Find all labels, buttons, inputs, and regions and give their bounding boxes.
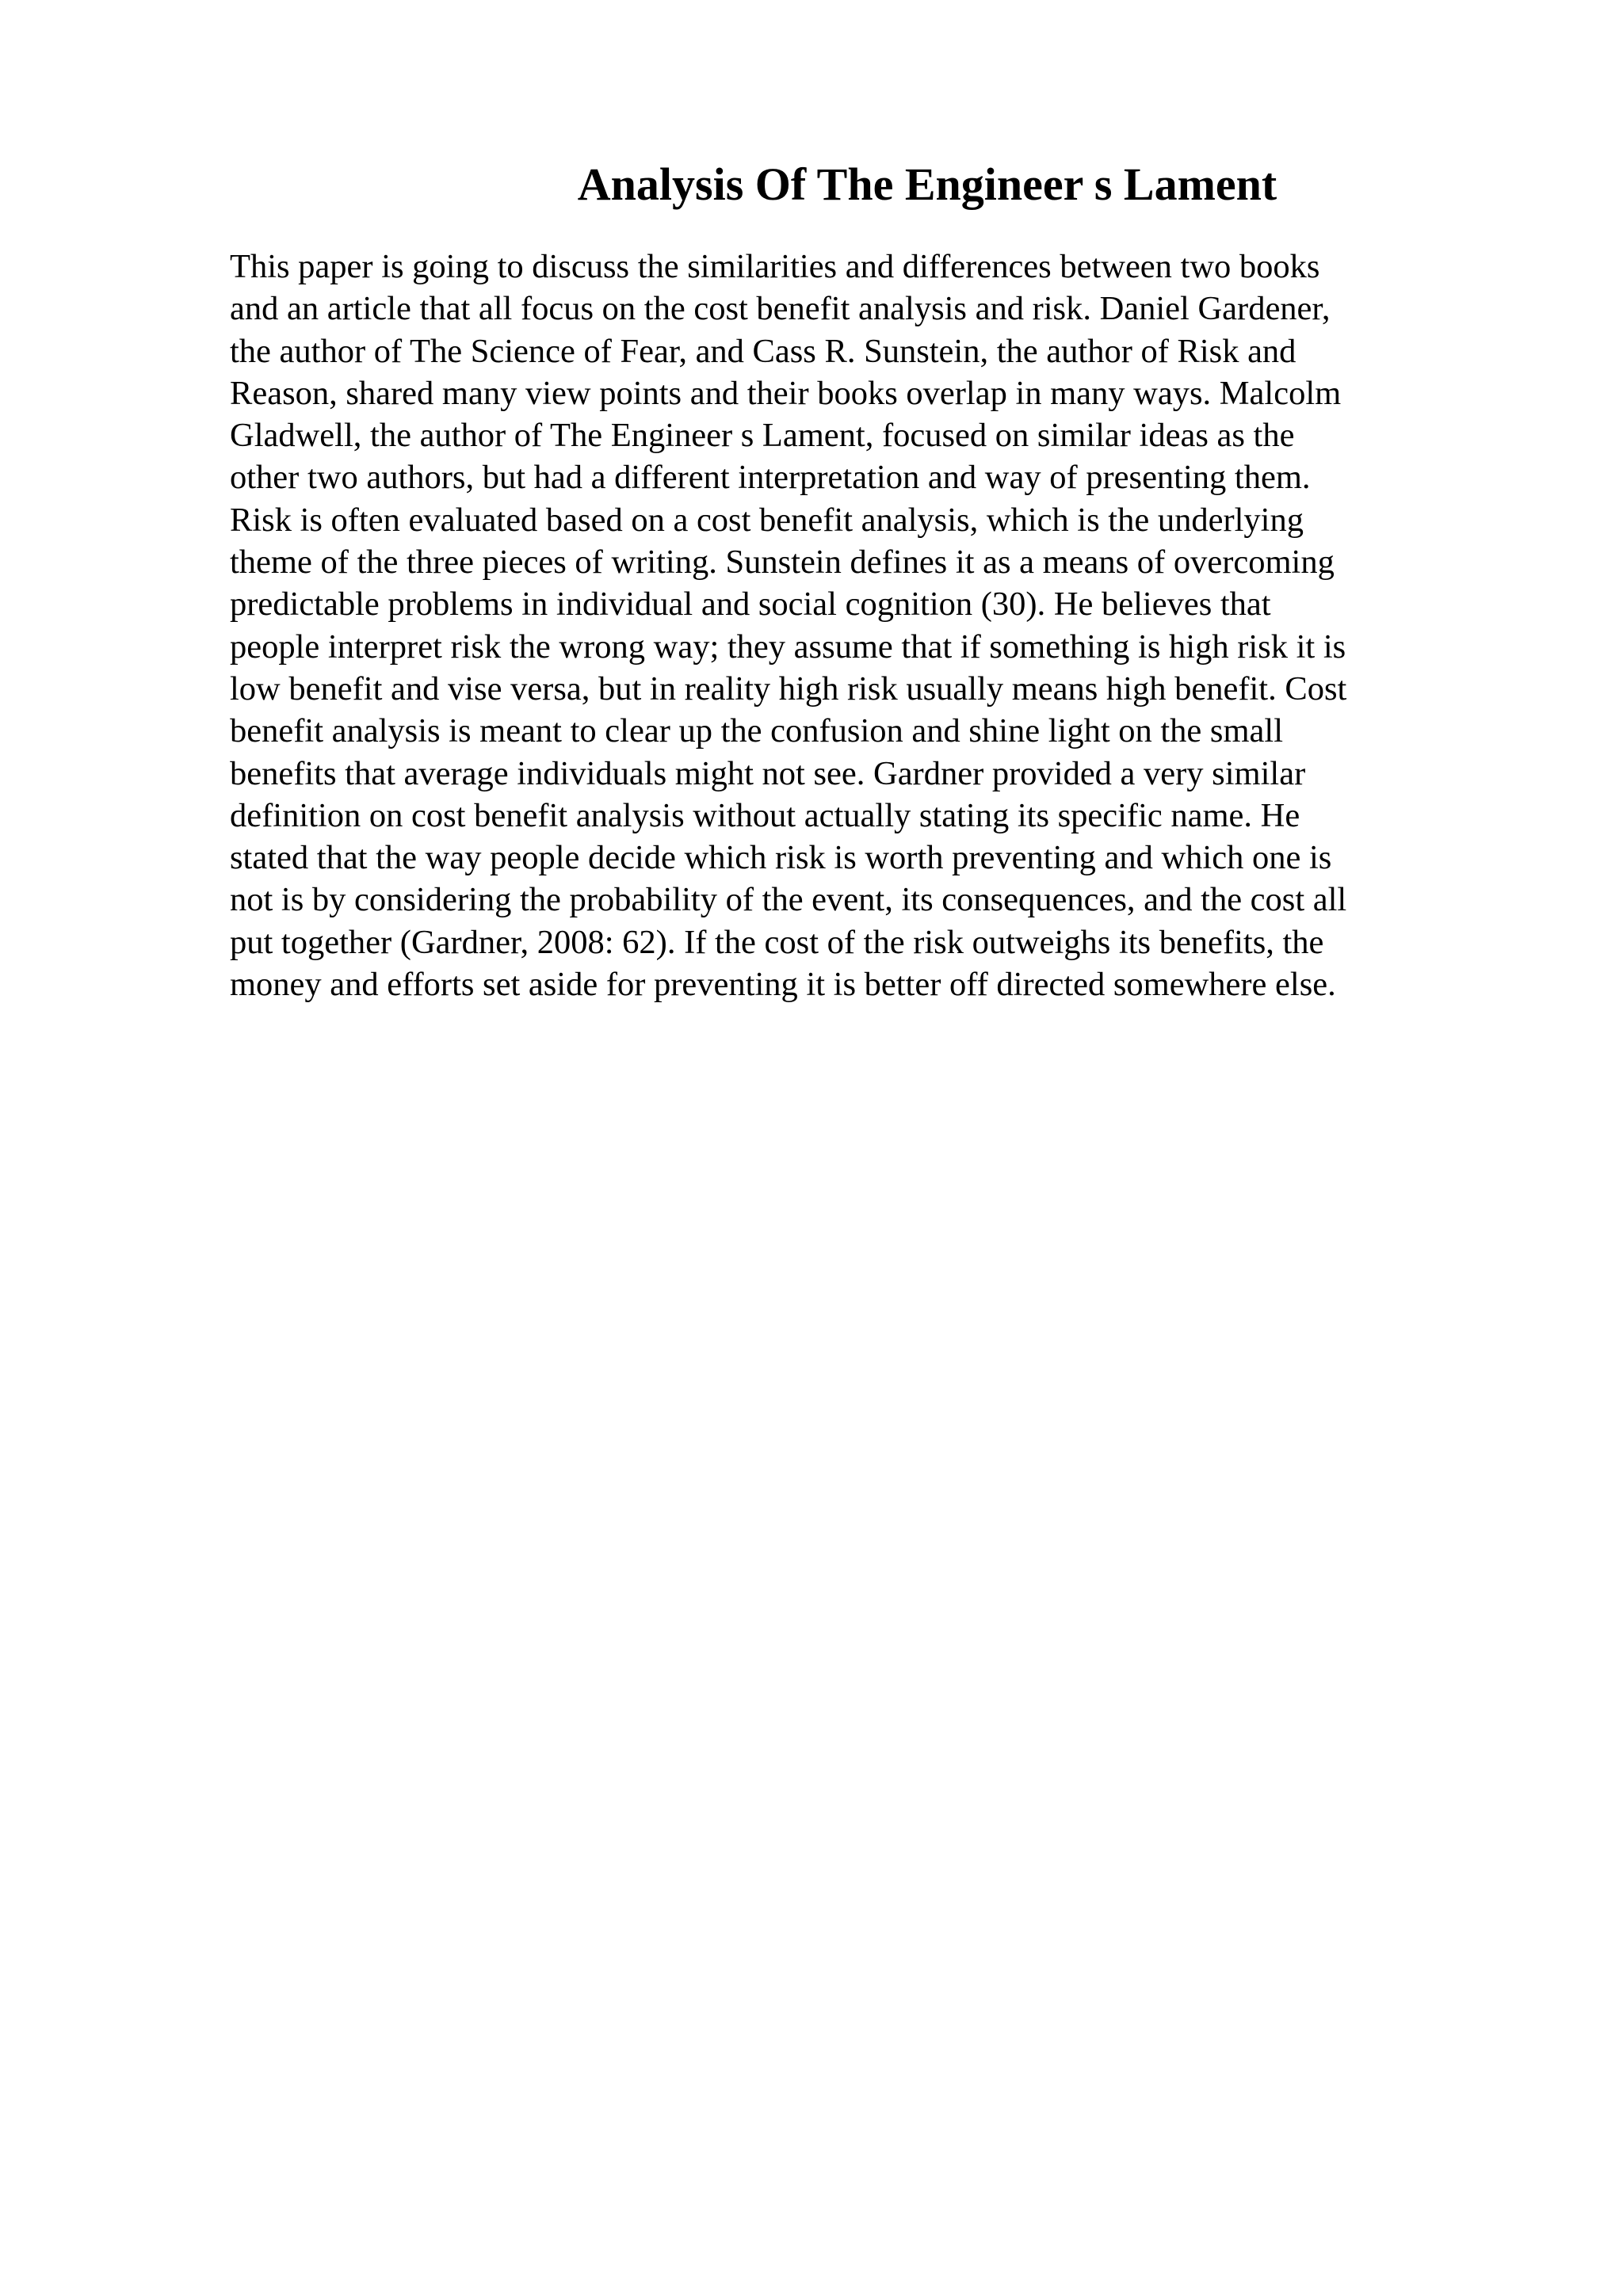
body-line: predictable problems in individual and social cognition (30). He believes that <box>230 585 1271 624</box>
body-line: the author of The Science of Fear, and Cass R. Sunstein, the author of Risk and <box>230 332 1296 370</box>
body-line: not is by considering the probability of the event, its consequences, and the cost all <box>230 881 1347 919</box>
body-line: benefit analysis is meant to clear up the confusion and shine light on the small <box>230 712 1283 750</box>
body-line: people interpret risk the wrong way; they assume that if something is high risk it is <box>230 627 1346 666</box>
body-line: benefits that average individuals might not see. Gardner provided a very similar <box>230 754 1306 792</box>
document-title: Analysis Of The Engineer s Lament <box>577 158 1277 210</box>
document-body <box>230 246 1498 1005</box>
body-line: Reason, shared many view points and their books overlap in many ways. Malcolm <box>230 374 1342 412</box>
body-line: low benefit and vise versa, but in reality high risk usually means high benefit. Cost <box>230 669 1347 707</box>
body-line: other two authors, but had a different interpretation and way of presenting them. <box>230 459 1311 497</box>
body-line: theme of the three pieces of writing. Sunstein defines it as a means of overcoming <box>230 543 1335 582</box>
body-line: and an article that all focus on the cost benefit analysis and risk. Daniel Gardener, <box>230 290 1331 328</box>
body-line: definition on cost benefit analysis without actually stating its specific name. He <box>230 796 1300 834</box>
body-line: put together (Gardner, 2008: 62). If the cost of the risk outweighs its benefits, the <box>230 923 1324 961</box>
body-line: This paper is going to discuss the similarities and differences between two books <box>230 248 1320 285</box>
body-line: money and efforts set aside for preventing it is better off directed somewhere else. <box>230 966 1336 1004</box>
body-line: Risk is often evaluated based on a cost benefit analysis, which is the underlying <box>230 501 1304 539</box>
body-line: Gladwell, the author of The Engineer s Lament, focused on similar ideas as the <box>230 417 1295 455</box>
body-line: stated that the way people decide which risk is worth preventing and which one is <box>230 839 1332 877</box>
